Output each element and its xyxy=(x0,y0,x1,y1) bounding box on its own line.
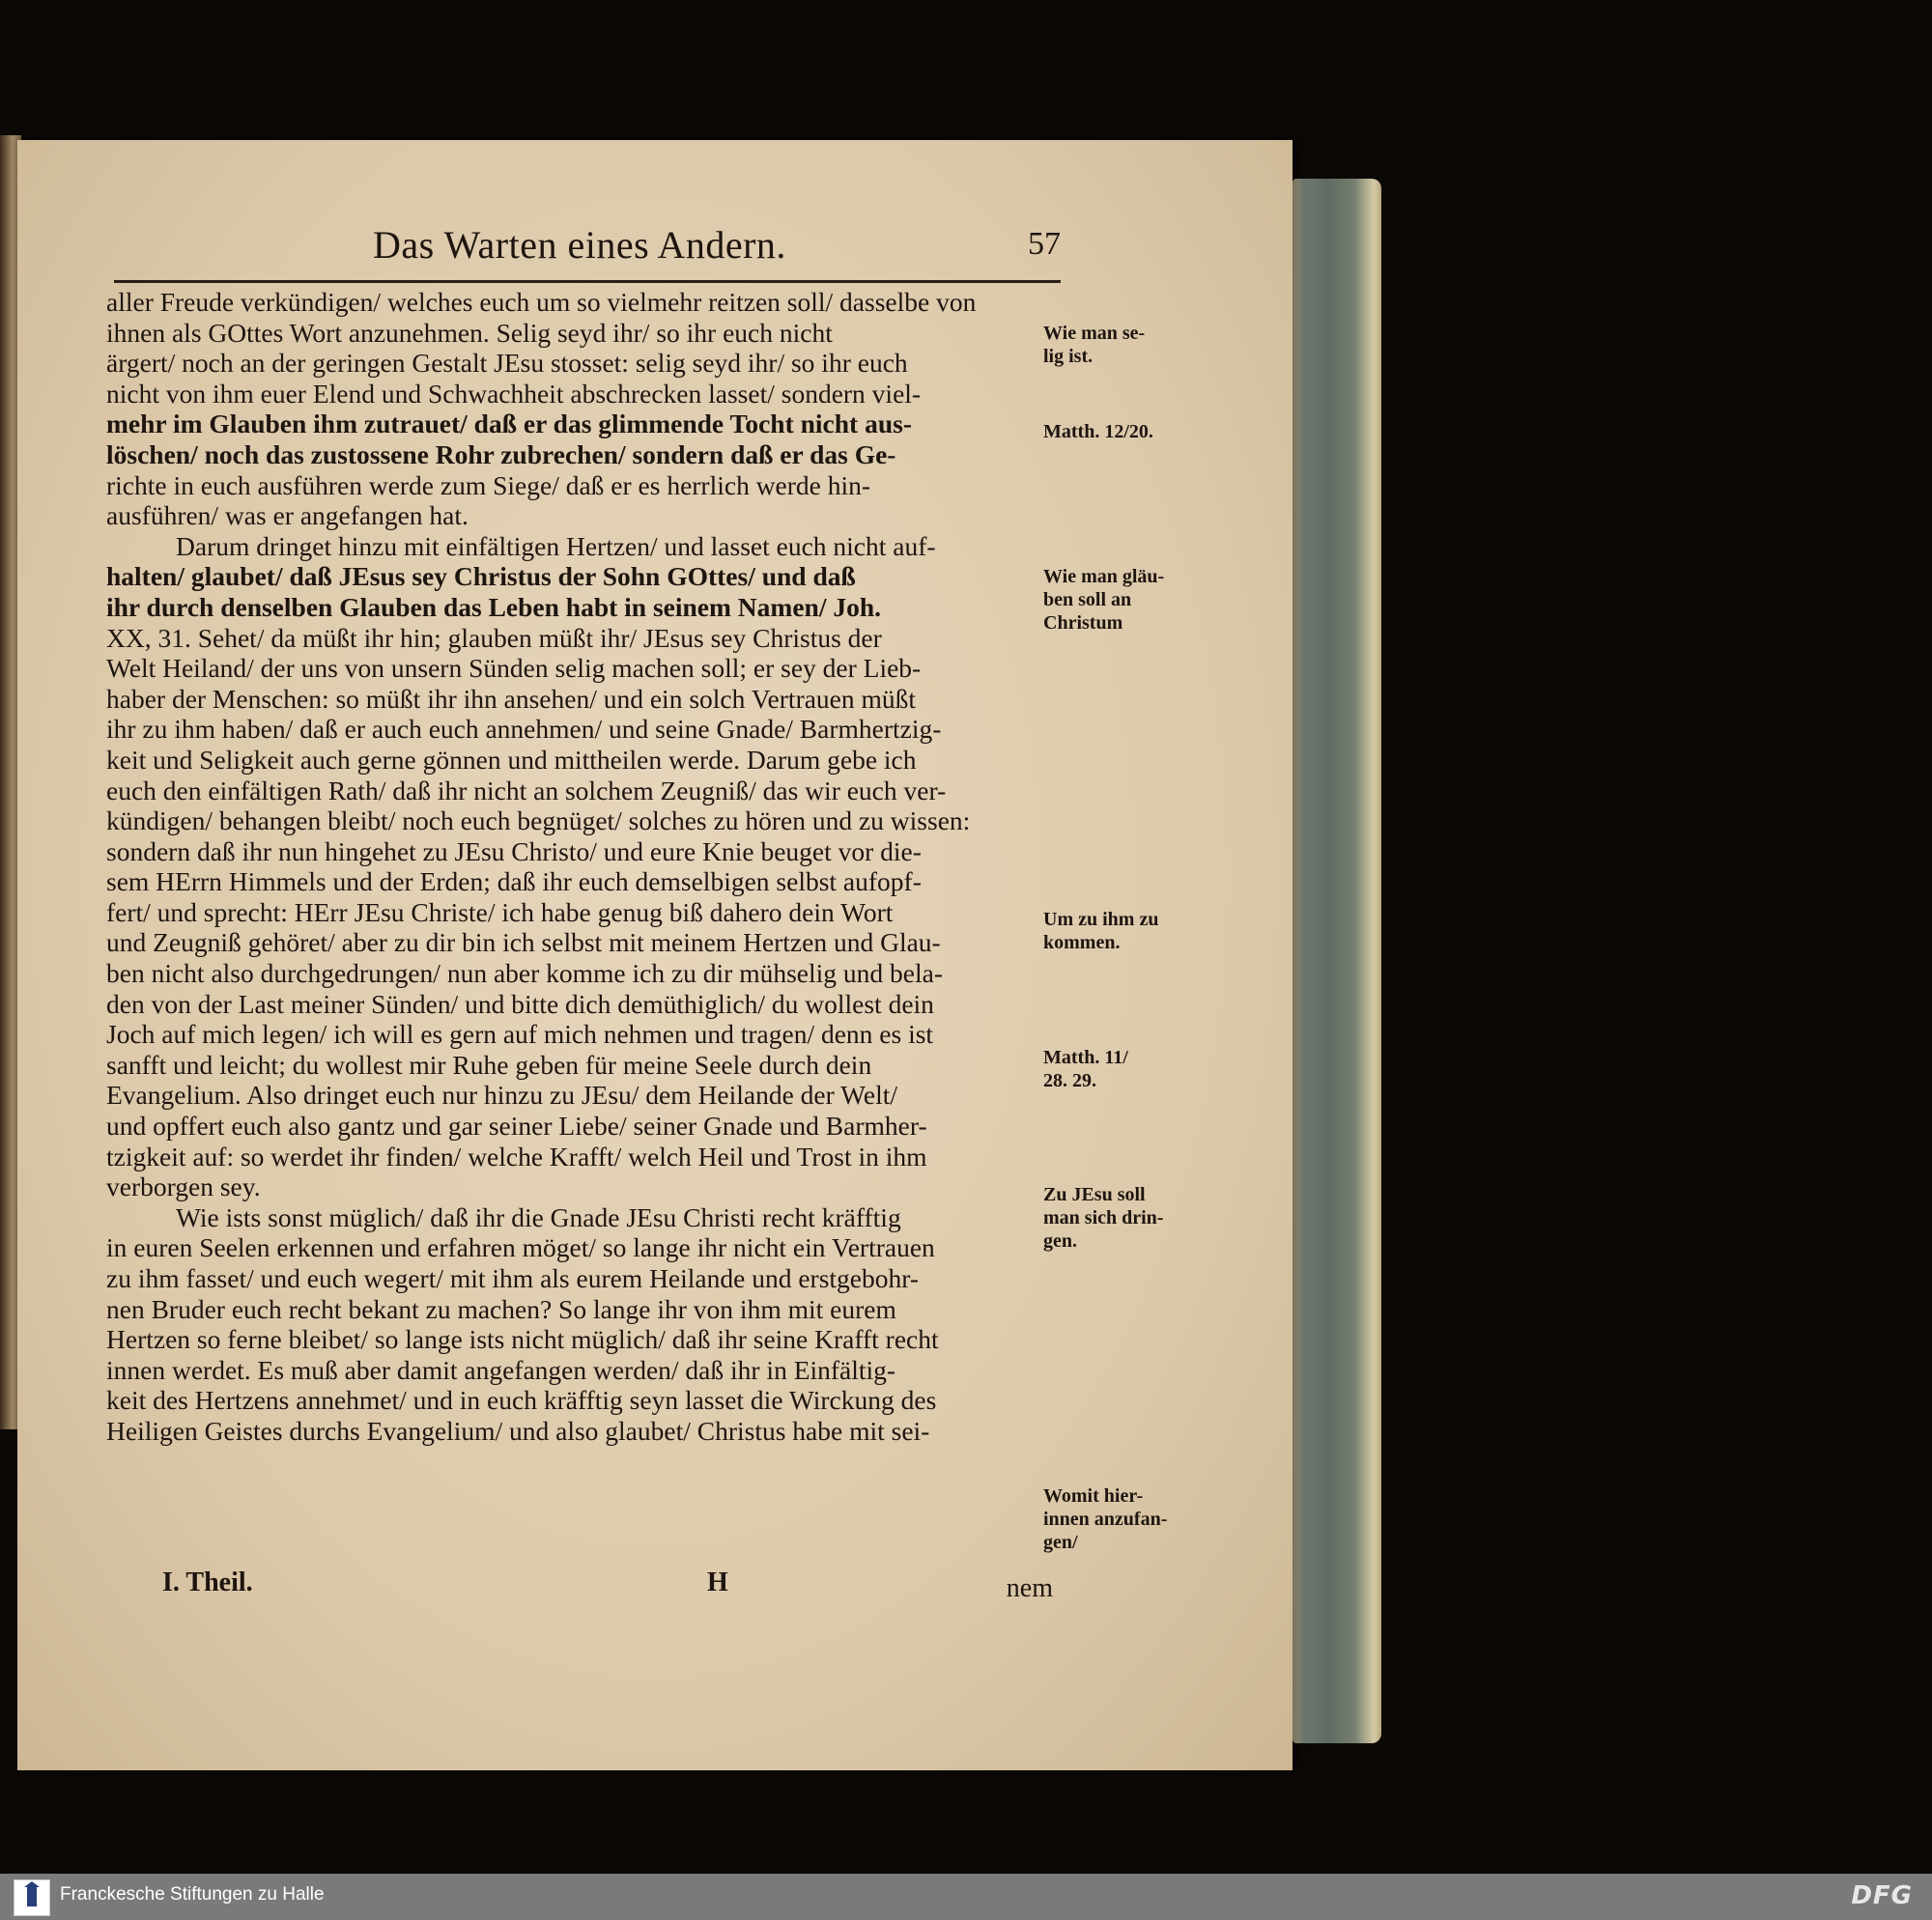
dfg-logo[interactable]: DFG xyxy=(1851,1881,1913,1910)
margin-note-line: kommen. xyxy=(1043,932,1121,953)
text-line: nicht von ihm euer Elend und Schwachheit abschrecken lasset/ sondern viel- xyxy=(106,378,922,409)
text-line: Welt Heiland/ der uns von unsern Sünden selig machen soll; er sey der Lieb- xyxy=(106,653,922,684)
text-line: richte in euch ausführen werde zum Siege/ daß er es herrlich werde hin- xyxy=(106,469,871,500)
running-title: Das Warten eines Andern. xyxy=(373,223,786,267)
page-header xyxy=(114,222,1061,290)
margin-note xyxy=(1043,1484,1217,1554)
body-text xyxy=(106,287,1053,1447)
margin-note-line: Wie man se- xyxy=(1043,323,1146,344)
margin-note-line: Womit hier- xyxy=(1043,1485,1144,1507)
book-page xyxy=(17,140,1293,1770)
margin-note xyxy=(1043,565,1217,635)
margin-note xyxy=(1043,1183,1217,1253)
text-line: tzigkeit auf: so werdet ihr finden/ welche Krafft/ welch Heil und Trost in ihm xyxy=(106,1141,927,1172)
header-rule xyxy=(114,280,1061,283)
margin-note-line: gen/ xyxy=(1043,1532,1078,1553)
text-line: innen werdet. Es muß aber damit angefangen werden/ daß ihr in Einfältig- xyxy=(106,1354,896,1385)
text-line: Darum dringet hinzu mit einfältigen Hertzen/ und lasset euch nicht auf- xyxy=(176,530,936,561)
margin-note-line: man sich drin- xyxy=(1043,1207,1164,1228)
text-line: den von der Last meiner Sünden/ und bitte dich demüthiglich/ du wollest dein xyxy=(106,988,934,1019)
margin-note-line: Wie man gläu- xyxy=(1043,566,1165,587)
gathering-signature: H xyxy=(707,1567,728,1597)
text-line: euch den einfältigen Rath/ daß ihr nicht an solchem Zeugniß/ das wir euch ver- xyxy=(106,775,947,805)
text-line: Evangelium. Also dringet euch nur hinzu zu JEsu/ dem Heilande der Welt/ xyxy=(106,1080,898,1111)
part-signature: I. Theil. xyxy=(162,1567,253,1597)
text-line: ihnen als GOttes Wort anzunehmen. Selig seyd ihr/ so ihr euch nicht xyxy=(106,317,833,348)
margin-note-line: ben soll an xyxy=(1043,589,1132,610)
page-number: 57 xyxy=(1028,226,1061,262)
text-line: keit und Seligkeit auch gerne gönnen und mittheilen werde. Darum gebe ich xyxy=(106,744,917,775)
text-line: ihr durch denselben Glauben das Leben habt in seinem Namen/ Joh. xyxy=(106,591,881,622)
text-line: nen Bruder euch recht bekant zu machen? So lange ihr von ihm mit eurem xyxy=(106,1293,896,1324)
text-line: ben nicht also durchgedrungen/ nun aber komme ich zu dir mühselig und bela- xyxy=(106,958,944,989)
margin-note-line: Zu JEsu soll xyxy=(1043,1184,1146,1205)
text-line: halten/ glaubet/ daß JEsus sey Christus der Sohn GOttes/ und daß xyxy=(106,561,856,592)
text-line: sem HErrn Himmels und der Erden; daß ihr euch demselbigen selbst aufopf- xyxy=(106,866,922,897)
text-line: mehr im Glauben ihm zutrauet/ daß er das glimmende Tocht nicht aus- xyxy=(106,409,912,439)
margin-note-line: lig ist. xyxy=(1043,346,1094,367)
margin-note-line: gen. xyxy=(1043,1230,1077,1252)
margin-note xyxy=(1043,420,1217,443)
book-fore-edge xyxy=(1293,179,1381,1743)
text-line: Joch auf mich legen/ ich will es gern auf mich nehmen und tragen/ denn es ist xyxy=(106,1019,934,1050)
text-line: löschen/ noch das zustossene Rohr zubrechen/ sondern daß er das Ge- xyxy=(106,438,896,469)
text-line: in euren Seelen erkennen und erfahren möget/ so lange ihr nicht ein Vertrauen xyxy=(106,1232,935,1263)
text-line: sondern daß ihr nun hingehet zu JEsu Christo/ und eure Knie beuget vor die- xyxy=(106,835,922,866)
margin-note xyxy=(1043,1046,1217,1092)
text-line: verborgen sey. xyxy=(106,1172,261,1202)
page-footer xyxy=(106,1567,1053,1606)
text-line: XX, 31. Sehet/ da müßt ihr hin; glauben müßt ihr/ JEsus sey Christus der xyxy=(106,622,882,653)
margin-note-line: Um zu ihm zu xyxy=(1043,909,1159,930)
francke-foundation-logo-icon[interactable] xyxy=(14,1879,50,1916)
margin-note xyxy=(1043,322,1217,368)
text-line: fert/ und sprecht: HErr JEsu Christe/ ich habe genug biß dahero dein Wort xyxy=(106,896,894,927)
text-line: aller Freude verkündigen/ welches euch um so vielmehr reitzen soll/ dasselbe von xyxy=(106,287,977,317)
text-line: Hertzen so ferne bleibet/ so lange ists nicht müglich/ daß ihr seine Krafft recht xyxy=(106,1324,939,1355)
catchword: nem xyxy=(1006,1573,1053,1603)
text-line: und opffert euch also gantz und gar seiner Liebe/ seiner Gnade und Barmher- xyxy=(106,1111,927,1142)
margin-note-line: 28. 29. xyxy=(1043,1070,1096,1091)
margin-note-line: Matth. 12/20. xyxy=(1043,421,1153,442)
text-line: haber der Menschen: so müßt ihr ihn ansehen/ und ein solch Vertrauen müßt xyxy=(106,683,917,714)
text-line: und Zeugniß gehöret/ aber zu dir bin ich selbst mit meinem Hertzen und Glau- xyxy=(106,927,941,958)
text-line: zu ihm fasset/ und euch wegert/ mit ihm als eurem Heilande und erstgebohr- xyxy=(106,1263,920,1293)
margin-note xyxy=(1043,908,1217,954)
text-line: kündigen/ behangen bleibt/ noch euch begnüget/ solches zu hören und zu wissen: xyxy=(106,805,971,836)
margin-note-line: Christum xyxy=(1043,612,1123,634)
text-line: keit des Hertzens annehmet/ und in euch kräfftig seyn lasset die Wirckung des xyxy=(106,1385,937,1416)
institution-name[interactable]: Franckesche Stiftungen zu Halle xyxy=(60,1884,325,1905)
margin-note-line: innen anzufan- xyxy=(1043,1509,1168,1530)
text-line: ausführen/ was er angefangen hat. xyxy=(106,500,469,531)
viewer-footer-bar xyxy=(0,1874,1932,1920)
text-line: ihr zu ihm haben/ daß er auch euch annehmen/ und seine Gnade/ Barmhertzig- xyxy=(106,714,942,745)
text-line: Wie ists sonst müglich/ daß ihr die Gnade JEsu Christi recht kräfftig xyxy=(176,1201,901,1232)
text-line: sanfft und leicht; du wollest mir Ruhe geben für meine Seele durch dein xyxy=(106,1049,872,1080)
text-line: ärgert/ noch an der geringen Gestalt JEsu stosset: selig seyd ihr/ so ihr euch xyxy=(106,348,908,379)
text-line: Heiligen Geistes durchs Evangelium/ und also glaubet/ Christus habe mit sei- xyxy=(106,1415,930,1446)
margin-note-line: Matth. 11/ xyxy=(1043,1047,1128,1068)
